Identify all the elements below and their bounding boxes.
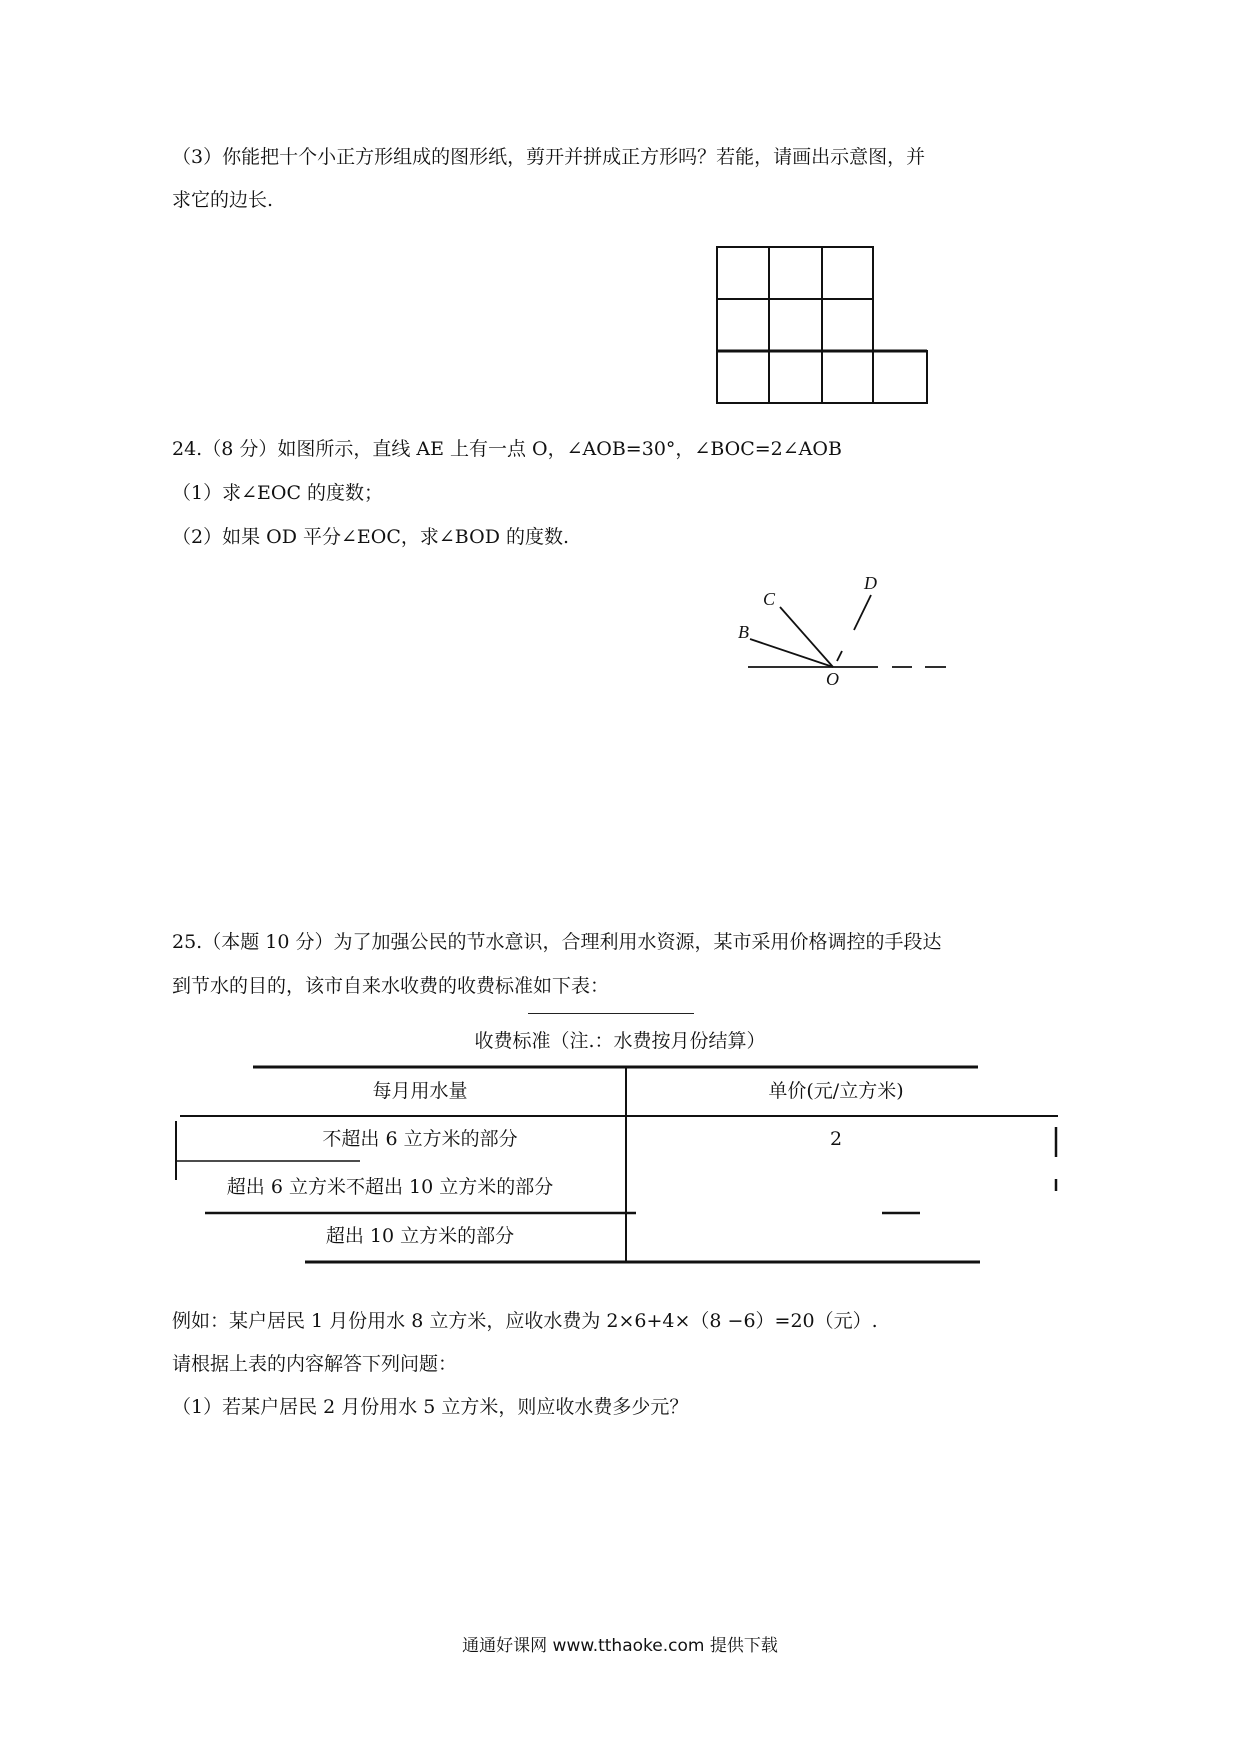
angle-figure (730, 565, 1030, 700)
label-b: B (738, 622, 749, 642)
table-row-1-usage: 不超出 6 立方米的部分 (322, 1128, 518, 1150)
table-row-1-price: 2 (829, 1128, 843, 1150)
q23-part3-line1: （3）你能把十个小正方形组成的图形纸，剪开并拼成正方形吗？若能，请画出示意图，并 (172, 146, 926, 168)
label-d: D (864, 573, 877, 593)
q25-stem-line2: 到节水的目的，该市自来水收费的收费标准如下表： (172, 975, 610, 997)
page-footer: 通通好课网 www.tthaoke.com 提供下载 (462, 1636, 778, 1656)
caption-rule (528, 1013, 694, 1014)
q25-part1: （1）若某户居民 2 月份用水 5 立方米，则应收水费多少元？ (172, 1396, 689, 1418)
table-caption: 收费标准（注.：水费按月份结算） (474, 1030, 766, 1052)
q24-stem: 24.（8 分）如图所示，直线 AE 上有一点 O，∠AOB=30°，∠BOC=2∠AOB (172, 438, 842, 460)
q25-instruction: 请根据上表的内容解答下列问题： (172, 1353, 458, 1375)
table-row-3-usage: 超出 10 立方米的部分 (325, 1225, 515, 1247)
q25-stem-line1: 25.（本题 10 分）为了加强公民的节水意识，合理利用水资源，某市采用价格调控的手段达 (172, 931, 942, 953)
table-header-usage: 每月用水量 (372, 1080, 468, 1102)
label-c: C (763, 589, 776, 609)
q25-example: 例如：某户居民 1 月份用水 8 立方米，应收水费为 2×6+4×（8 −6）=20（元）. (172, 1310, 878, 1332)
table-header-price: 单价(元/立方米) (768, 1080, 904, 1102)
q23-part3-line2: 求它的边长. (172, 189, 274, 211)
q24-part2: （2）如果 OD 平分∠EOC，求∠BOD 的度数. (172, 526, 570, 548)
label-o: O (826, 669, 839, 689)
ten-squares-figure (714, 244, 932, 408)
table-row-2-usage: 超出 6 立方米不超出 10 立方米的部分 (226, 1176, 554, 1198)
q24-part1: （1）求∠EOC 的度数； (172, 482, 384, 504)
